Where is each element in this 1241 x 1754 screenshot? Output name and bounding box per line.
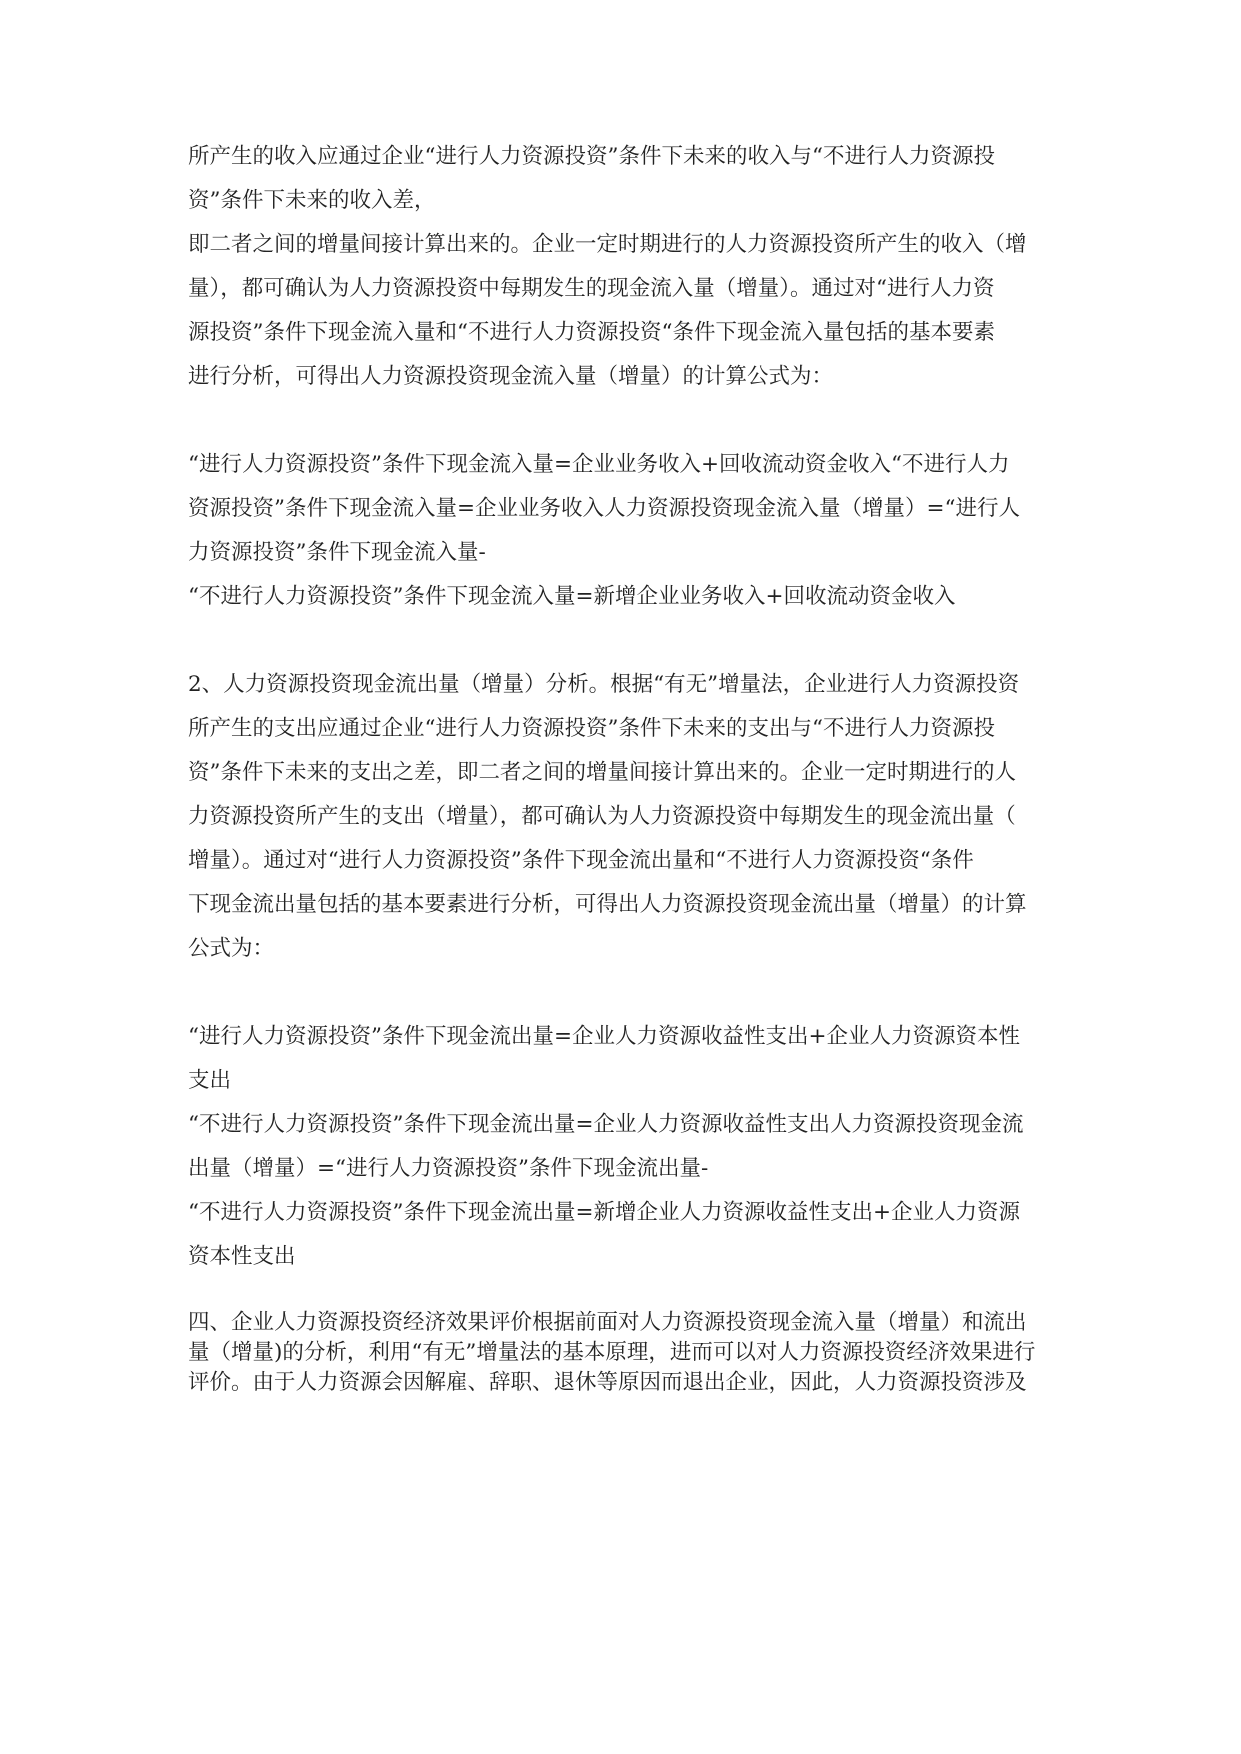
formula-line: 出量（增量）=“进行人力资源投资”条件下现金流出量- bbox=[188, 1156, 709, 1181]
text-line: 源投资”条件下现金流入量和“不进行人力资源投资“条件下现金流入量包括的基本要素 bbox=[188, 320, 995, 345]
formula-line: 资本性支出 bbox=[188, 1244, 296, 1269]
formula-line: “不进行人力资源投资”条件下现金流入量=新增企业业务收入+回收流动资金收入 bbox=[188, 584, 956, 609]
formula-line: 支出 bbox=[188, 1068, 232, 1093]
text-line: 所产生的支出应通过企业“进行人力资源投资”条件下未来的支出与“不进行人力资源投 bbox=[188, 716, 995, 741]
formula-line: “进行人力资源投资”条件下现金流出量=企业人力资源收益性支出+企业人力资源资本性 bbox=[188, 1024, 1021, 1049]
text-line: 四、企业人力资源投资经济效果评价根据前面对人力资源投资现金流入量（增量）和流出 bbox=[188, 1310, 1027, 1335]
formula-line: 力资源投资”条件下现金流入量- bbox=[188, 540, 486, 565]
formula-line: “不进行人力资源投资”条件下现金流出量=企业人力资源收益性支出人力资源投资现金流 bbox=[188, 1112, 1024, 1137]
text-line: 即二者之间的增量间接计算出来的。企业一定时期进行的人力资源投资所产生的收入（增 bbox=[188, 232, 1027, 257]
formula-line: 资源投资”条件下现金流入量=企业业务收入人力资源投资现金流入量（增量）=“进行人 bbox=[188, 496, 1021, 521]
formula-line: “进行人力资源投资”条件下现金流入量=企业业务收入+回收流动资金收入“不进行人力 bbox=[188, 452, 1010, 477]
text-line: 下现金流出量包括的基本要素进行分析，可得出人力资源投资现金流出量（增量）的计算 bbox=[188, 892, 1027, 917]
text-line: 2、人力资源投资现金流出量（增量）分析。根据“有无”增量法，企业进行人力资源投资 bbox=[188, 672, 1020, 697]
text-line: 进行分析，可得出人力资源投资现金流入量（增量）的计算公式为： bbox=[188, 364, 834, 389]
text-line: 所产生的收入应通过企业“进行人力资源投资”条件下未来的收入与“不进行人力资源投 bbox=[188, 144, 995, 169]
text-line: 量），都可确认为人力资源投资中每期发生的现金流入量（增量）。通过对“进行人力资 bbox=[188, 276, 995, 301]
text-line: 资”条件下未来的收入差， bbox=[188, 188, 436, 213]
text-line: 资”条件下未来的支出之差，即二者之间的增量间接计算出来的。企业一定时期进行的人 bbox=[188, 760, 1016, 785]
formula-line: “不进行人力资源投资”条件下现金流出量=新增企业人力资源收益性支出+企业人力资源 bbox=[188, 1200, 1021, 1225]
text-line: 增量）。通过对“进行人力资源投资”条件下现金流出量和“不进行人力资源投资“条件 bbox=[188, 848, 974, 873]
text-line: 量（增量)的分析，利用“有无”增量法的基本原理，进而可以对人力资源投资经济效果进行 bbox=[188, 1340, 1036, 1365]
text-line: 公式为： bbox=[188, 936, 275, 961]
text-line: 评价。由于人力资源会因解雇、辞职、退休等原因而退出企业，因此，人力资源投资涉及 bbox=[188, 1370, 1027, 1395]
text-line: 力资源投资所产生的支出（增量），都可确认为人力资源投资中每期发生的现金流出量（ bbox=[188, 804, 1016, 829]
